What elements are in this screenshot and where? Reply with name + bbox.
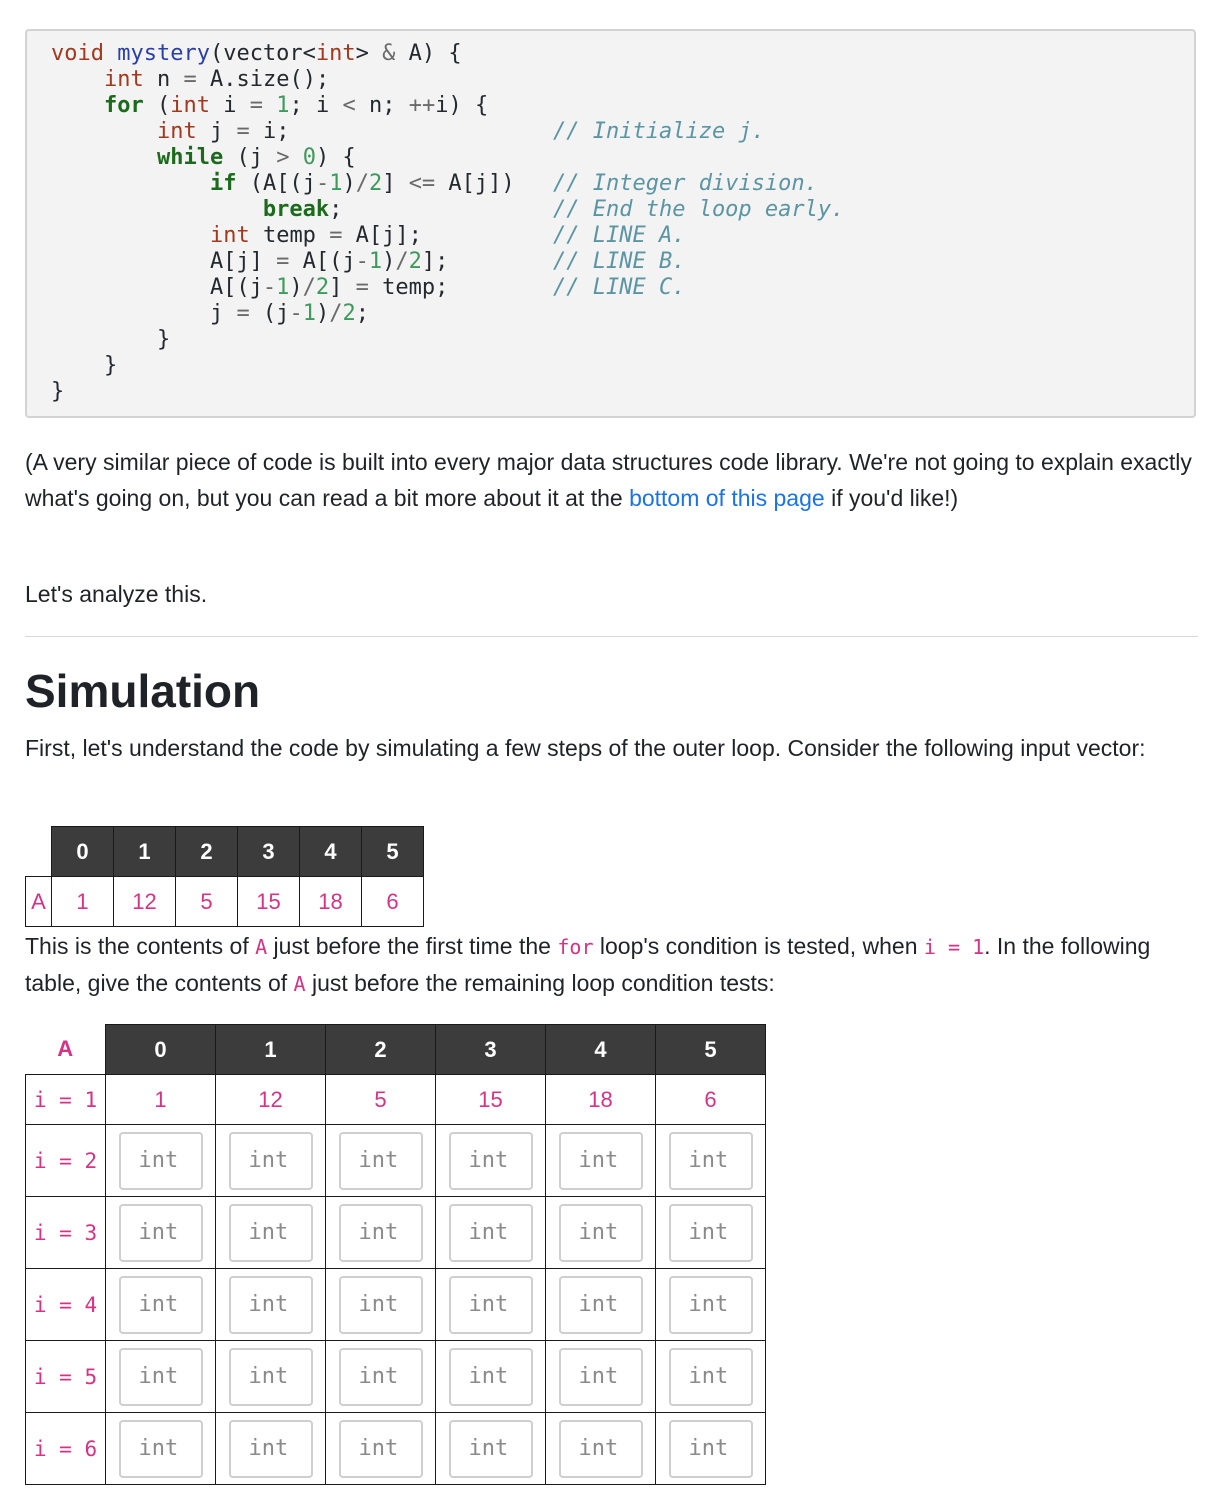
answer-input[interactable] bbox=[229, 1276, 313, 1334]
answer-input[interactable] bbox=[559, 1132, 643, 1190]
answer-cell bbox=[326, 1341, 436, 1413]
answer-cell bbox=[436, 1341, 546, 1413]
code-line: for (int i = 1; i < n; ++i) { bbox=[103, 93, 489, 118]
index-header: 4 bbox=[300, 827, 362, 877]
code-line: A[j] = A[(j-1)/2]; bbox=[51, 249, 449, 274]
answer-cell bbox=[106, 1269, 216, 1341]
answer-input[interactable] bbox=[119, 1276, 203, 1334]
answer-input[interactable] bbox=[229, 1132, 313, 1190]
answer-cell bbox=[106, 1341, 216, 1413]
code-comment: // Integer division. bbox=[553, 171, 818, 196]
row-value: 5 bbox=[326, 1075, 436, 1125]
answer-input[interactable] bbox=[669, 1276, 753, 1334]
row-label: i = 4 bbox=[26, 1269, 106, 1341]
answer-cell bbox=[216, 1269, 326, 1341]
table-row bbox=[26, 1413, 766, 1485]
code-comment: // Initialize j. bbox=[553, 119, 765, 144]
code-line: void mystery(vector<int> & A) { bbox=[51, 41, 462, 66]
answer-cell bbox=[436, 1413, 546, 1485]
answer-cell bbox=[546, 1413, 656, 1485]
explanation-paragraph: This is the contents of A just before the first time the for loop's condition is tested, when i = 1. In the following table, give the contents of A just before the remaining loop condition tests: bbox=[25, 933, 1151, 996]
code-line: if (A[(j-1)/2] <= A[j]) bbox=[209, 171, 515, 196]
answer-input[interactable] bbox=[339, 1420, 423, 1478]
code-line: j = (j-1)/2; bbox=[51, 301, 369, 326]
answer-cell bbox=[326, 1413, 436, 1485]
answer-cell bbox=[656, 1341, 766, 1413]
answer-cell bbox=[546, 1341, 656, 1413]
answer-cell bbox=[656, 1197, 766, 1269]
code-inline: for bbox=[557, 935, 594, 959]
code-line: } bbox=[51, 327, 171, 352]
row-label: i = 1 bbox=[26, 1075, 106, 1125]
answer-input[interactable] bbox=[559, 1348, 643, 1406]
column-header: 0 bbox=[106, 1025, 216, 1075]
code-line: } bbox=[51, 353, 118, 378]
answer-input[interactable] bbox=[119, 1348, 203, 1406]
row-label: i = 6 bbox=[26, 1413, 106, 1485]
answer-input[interactable] bbox=[669, 1348, 753, 1406]
table-row bbox=[26, 1269, 766, 1341]
section-heading: Simulation bbox=[25, 665, 261, 717]
answer-input[interactable] bbox=[229, 1348, 313, 1406]
code-comment: // End the loop early. bbox=[553, 197, 845, 222]
column-header: 2 bbox=[326, 1025, 436, 1075]
row-value: 1 bbox=[106, 1075, 216, 1125]
simulation-table bbox=[25, 1024, 766, 1485]
code-line: } bbox=[51, 379, 65, 404]
answer-cell bbox=[436, 1197, 546, 1269]
input-vector-table bbox=[25, 826, 424, 927]
answer-input[interactable] bbox=[119, 1204, 203, 1262]
answer-cell bbox=[106, 1125, 216, 1197]
answer-input[interactable] bbox=[669, 1132, 753, 1190]
vector-value: 12 bbox=[114, 877, 176, 927]
answer-input[interactable] bbox=[449, 1348, 533, 1406]
code-comment: // LINE A. bbox=[553, 223, 686, 248]
answer-input[interactable] bbox=[339, 1204, 423, 1262]
answer-input[interactable] bbox=[229, 1420, 313, 1478]
answer-input[interactable] bbox=[119, 1420, 203, 1478]
code-line: int j = i; bbox=[156, 119, 290, 144]
answer-input[interactable] bbox=[119, 1132, 203, 1190]
answer-input[interactable] bbox=[339, 1348, 423, 1406]
vector-label: A bbox=[26, 877, 52, 927]
vector-value: 5 bbox=[176, 877, 238, 927]
analyze-text: Let's analyze this. bbox=[25, 581, 208, 607]
answer-input[interactable] bbox=[449, 1204, 533, 1262]
simulation-intro: First, let's understand the code by simulating a few steps of the outer loop. Consider the following input vector: bbox=[25, 735, 1146, 761]
column-header: 3 bbox=[436, 1025, 546, 1075]
code-line: while (j > 0) { bbox=[156, 145, 356, 170]
row-label: i = 5 bbox=[26, 1341, 106, 1413]
answer-cell bbox=[656, 1413, 766, 1485]
table-row bbox=[26, 1197, 766, 1269]
column-header: 5 bbox=[656, 1025, 766, 1075]
bottom-of-page-link[interactable]: bottom of this page bbox=[629, 485, 825, 511]
answer-cell bbox=[326, 1125, 436, 1197]
code-line: break; bbox=[262, 197, 343, 222]
answer-input[interactable] bbox=[559, 1276, 643, 1334]
answer-input[interactable] bbox=[449, 1420, 533, 1478]
answer-input[interactable] bbox=[449, 1132, 533, 1190]
table-corner-label: A bbox=[57, 1036, 74, 1062]
table-row bbox=[26, 1341, 766, 1413]
answer-input[interactable] bbox=[339, 1276, 423, 1334]
answer-cell bbox=[436, 1269, 546, 1341]
divider bbox=[25, 636, 1198, 637]
answer-input[interactable] bbox=[559, 1420, 643, 1478]
code-line: int temp = A[j]; bbox=[209, 223, 422, 248]
answer-cell bbox=[106, 1197, 216, 1269]
answer-cell bbox=[106, 1413, 216, 1485]
answer-input[interactable] bbox=[449, 1276, 533, 1334]
code-inline: A bbox=[293, 972, 306, 996]
answer-input[interactable] bbox=[559, 1204, 643, 1262]
answer-input[interactable] bbox=[669, 1204, 753, 1262]
column-header: 4 bbox=[546, 1025, 656, 1075]
index-header: 1 bbox=[114, 827, 176, 877]
index-header: 2 bbox=[176, 827, 238, 877]
code-inline: A bbox=[255, 935, 268, 959]
answer-cell bbox=[326, 1197, 436, 1269]
table-row bbox=[26, 1125, 766, 1197]
answer-cell bbox=[216, 1125, 326, 1197]
row-value: 12 bbox=[216, 1075, 326, 1125]
answer-cell bbox=[326, 1269, 436, 1341]
answer-cell bbox=[216, 1197, 326, 1269]
answer-cell bbox=[656, 1269, 766, 1341]
vector-value: 18 bbox=[300, 877, 362, 927]
code-inline: i = 1 bbox=[923, 935, 985, 959]
answer-cell bbox=[436, 1125, 546, 1197]
index-header: 0 bbox=[52, 827, 114, 877]
answer-input[interactable] bbox=[339, 1132, 423, 1190]
code-block bbox=[25, 29, 1196, 418]
row-value: 18 bbox=[546, 1075, 656, 1125]
answer-cell bbox=[216, 1341, 326, 1413]
answer-cell bbox=[216, 1413, 326, 1485]
row-value: 15 bbox=[436, 1075, 546, 1125]
code-line: int n = A.size(); bbox=[103, 67, 330, 92]
row-label: i = 2 bbox=[26, 1125, 106, 1197]
answer-cell bbox=[546, 1125, 656, 1197]
intro-paragraph: (A very similar piece of code is built into every major data structures code library. We're not going to explain exactly what's going on, but you can read a bit more about it at the bottom of this page if you'd like!) bbox=[25, 449, 1192, 511]
code-line: A[(j-1)/2] = temp; bbox=[51, 275, 449, 300]
vector-value: 6 bbox=[362, 877, 424, 927]
answer-cell bbox=[546, 1197, 656, 1269]
code-comment: // LINE B. bbox=[553, 249, 686, 274]
answer-cell bbox=[546, 1269, 656, 1341]
index-header: 3 bbox=[238, 827, 300, 877]
row-value: 6 bbox=[656, 1075, 766, 1125]
column-header: 1 bbox=[216, 1025, 326, 1075]
answer-input[interactable] bbox=[229, 1204, 313, 1262]
code-comment: // LINE C. bbox=[553, 275, 686, 300]
vector-value: 1 bbox=[52, 877, 114, 927]
row-label: i = 3 bbox=[26, 1197, 106, 1269]
answer-input[interactable] bbox=[669, 1420, 753, 1478]
index-header: 5 bbox=[362, 827, 424, 877]
vector-value: 15 bbox=[238, 877, 300, 927]
answer-cell bbox=[656, 1125, 766, 1197]
